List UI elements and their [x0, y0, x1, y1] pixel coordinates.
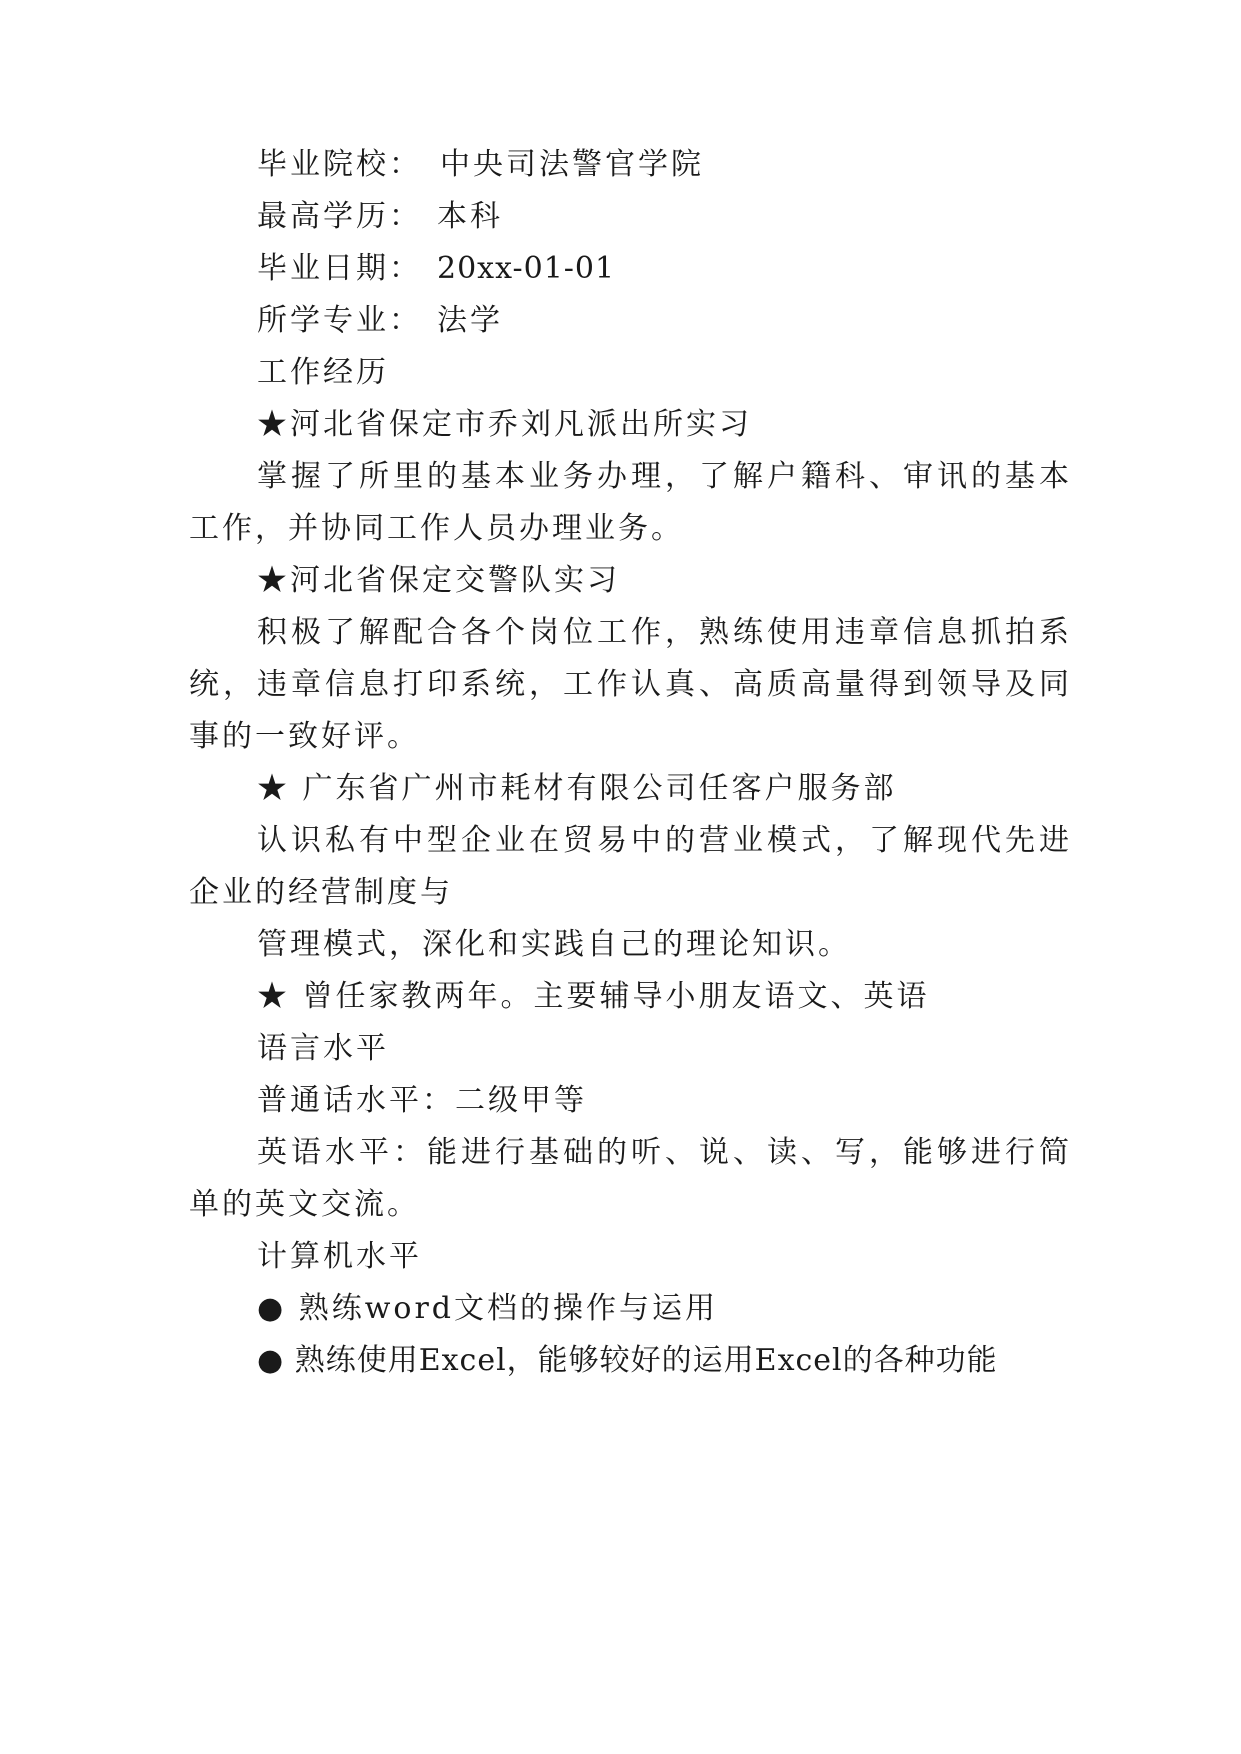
work-item-3-desc-line-2: 企业的经营制度与: [189, 875, 453, 910]
work-item-4-title: ★ 曾任家教两年。主要辅导小朋友语文、英语: [257, 979, 930, 1014]
school-row: [257, 145, 704, 185]
work-item-2-desc-line-2: 统，违章信息打印系统，工作认真、高质高量得到领导及同: [189, 667, 1073, 702]
work-item-1-title: ★河北省保定市乔刘凡派出所实习: [257, 407, 752, 442]
work-item-2-title: ★河北省保定交警队实习: [257, 563, 620, 598]
work-item-3-title: ★ 广东省广州市耗材有限公司任客户服务部: [257, 771, 897, 806]
grad-date-row: [257, 249, 616, 289]
major-value: 法学: [437, 303, 503, 338]
work-item-1-desc-line-1: 掌握了所里的基本业务办理，了解户籍科、审讯的基本: [257, 459, 1073, 494]
grad-date-label: 毕业日期：: [257, 251, 422, 286]
major-label: 所学专业：: [257, 303, 422, 338]
school-value: 中央司法警官学院: [440, 147, 704, 182]
computer-item-1: ● 熟练word文档的操作与运用: [257, 1291, 718, 1326]
work-item-3-desc-line-3: 管理模式，深化和实践自己的理论知识。: [257, 927, 851, 962]
computer-heading: 计算机水平: [257, 1239, 422, 1274]
work-item-2-desc-line-3: 事的一致好评。: [189, 719, 420, 754]
english-level-line-1: 英语水平：能进行基础的听、说、读、写，能够进行简: [257, 1135, 1073, 1170]
computer-item-2: ● 熟练使用Excel，能够较好的运用Excel的各种功能: [257, 1343, 998, 1378]
degree-row: [257, 197, 503, 237]
work-item-1-desc-line-2: 工作，并协同工作人员办理业务。: [189, 511, 684, 546]
degree-label: 最高学历：: [257, 199, 422, 234]
work-item-2-desc-line-1: 积极了解配合各个岗位工作，熟练使用违章信息抓拍系: [257, 615, 1073, 650]
english-level-line-2: 单的英文交流。: [189, 1187, 420, 1222]
work-item-3-desc-line-1: 认识私有中型企业在贸易中的营业模式，了解现代先进: [257, 823, 1073, 858]
language-heading: 语言水平: [257, 1031, 389, 1066]
degree-value: 本科: [437, 199, 503, 234]
major-row: [257, 301, 503, 341]
school-label: 毕业院校：: [257, 147, 422, 182]
grad-date-value: 20xx-01-01: [437, 251, 616, 286]
mandarin-level: 普通话水平：二级甲等: [257, 1083, 587, 1118]
work-heading: 工作经历: [257, 355, 389, 390]
